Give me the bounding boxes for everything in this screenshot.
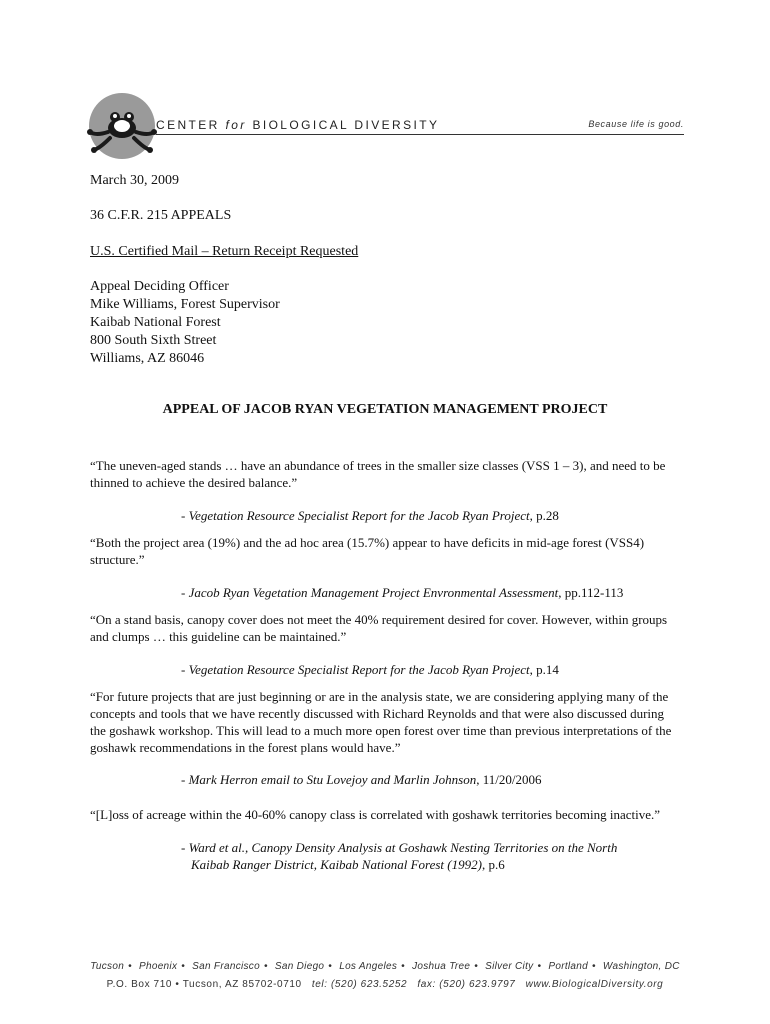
org-name <box>156 118 439 132</box>
address-line: Williams, AZ 86046 <box>90 351 205 366</box>
citation-page: , p.6 <box>481 857 505 872</box>
header-rule <box>156 134 684 135</box>
quote-text: “[L]oss of acreage within the 40-60% canopy class is correlated with goshawk territories becoming inactive.” <box>90 807 660 822</box>
org-prefix: CENTER <box>156 118 220 132</box>
citation-page: , p.14 <box>529 662 559 677</box>
citation-page: , p.28 <box>529 508 559 523</box>
citation-source: - Ward et al., Canopy Density Analysis at Goshawk Nesting Territories on the North <box>181 840 618 855</box>
footer-city: San Francisco <box>192 961 260 972</box>
footer-fax: fax: (520) 623.9797 <box>417 979 516 990</box>
citation-source: - Jacob Ryan Vegetation Management Project Envronmental Assessment <box>181 585 559 600</box>
quote-text: “For future projects that are just beginning or are in the analysis state, we are considering applying many of the concepts and tools that we have recently discussed with Richard Reynolds and that were also discussed during the goshawk workshop. This will lead to a much more open forest over time than previous interpretations of the goshawk recommendations in the forest plans would have.” <box>90 689 672 755</box>
address-line: Mike Williams, Forest Supervisor <box>90 297 280 312</box>
footer-city: Joshua Tree <box>412 961 471 972</box>
footer-city: Phoenix <box>139 961 178 972</box>
regulation: 36 C.F.R. 215 APPEALS <box>90 208 232 223</box>
citation-page: , 11/20/2006 <box>476 772 542 787</box>
quote-text: “On a stand basis, canopy cover does not meet the 40% requirement desired for cover. However, within groups and clumps … this guideline can be maintained.” <box>90 612 668 644</box>
quote-citation <box>181 584 623 601</box>
tagline: Because life is good. <box>588 119 684 129</box>
org-for: for <box>225 118 247 132</box>
citation-source: - Vegetation Resource Specialist Report for the Jacob Ryan Project <box>181 662 530 677</box>
footer-city: San Diego <box>274 961 325 972</box>
address-line: 800 South Sixth Street <box>90 333 217 348</box>
footer-city: Silver City <box>485 961 534 972</box>
quote-citation <box>181 507 559 524</box>
footer-tel: tel: (520) 623.5252 <box>311 979 408 990</box>
quote-citation <box>181 661 559 678</box>
center-logo-frog <box>84 92 160 160</box>
quote-citation-cont <box>191 856 505 873</box>
footer-po-box: P.O. Box 710 • Tucson, AZ 85702-0710 <box>106 979 302 990</box>
footer-city: Washington, DC <box>602 961 680 972</box>
footer-city: Tucson <box>90 961 125 972</box>
address-line: Appeal Deciding Officer <box>90 279 229 294</box>
citation-source: - Vegetation Resource Specialist Report for the Jacob Ryan Project <box>181 508 530 523</box>
org-suffix: BIOLOGICAL DIVERSITY <box>252 118 440 132</box>
quote-text: “The uneven-aged stands … have an abundance of trees in the smaller size classes (VSS 1 – 3), and need to be thinned to achieve the desired balance.” <box>90 458 666 490</box>
address-line: Kaibab National Forest <box>90 315 221 330</box>
quote-text: “Both the project area (19%) and the ad hoc area (15.7%) appear to have deficits in mid-age forest (VSS4) structure.” <box>90 535 645 567</box>
footer-contact <box>0 979 770 990</box>
document-title: APPEAL OF JACOB RYAN VEGETATION MANAGEMENT PROJECT <box>162 402 608 417</box>
footer-cities: Tucson • Phoenix • San Francisco • San Diego • Los Angeles • Joshua Tree • Silver City • Portland • Washington, DC <box>90 961 680 972</box>
quote-citation <box>181 839 617 856</box>
citation-page: , pp.112-113 <box>558 585 624 600</box>
footer-city: Los Angeles <box>339 961 398 972</box>
citation-source: - Mark Herron email to Stu Lovejoy and Marlin Johnson <box>181 772 477 787</box>
mail-line: U.S. Certified Mail – Return Receipt Requested <box>90 244 359 259</box>
footer-web-link[interactable]: www.BiologicalDiversity.org <box>525 979 664 990</box>
quote-citation <box>181 771 541 788</box>
citation-source: Kaibab Ranger District, Kaibab National Forest (1992) <box>191 857 482 872</box>
footer-city: Portland <box>548 961 589 972</box>
letter-date: March 30, 2009 <box>90 173 180 188</box>
